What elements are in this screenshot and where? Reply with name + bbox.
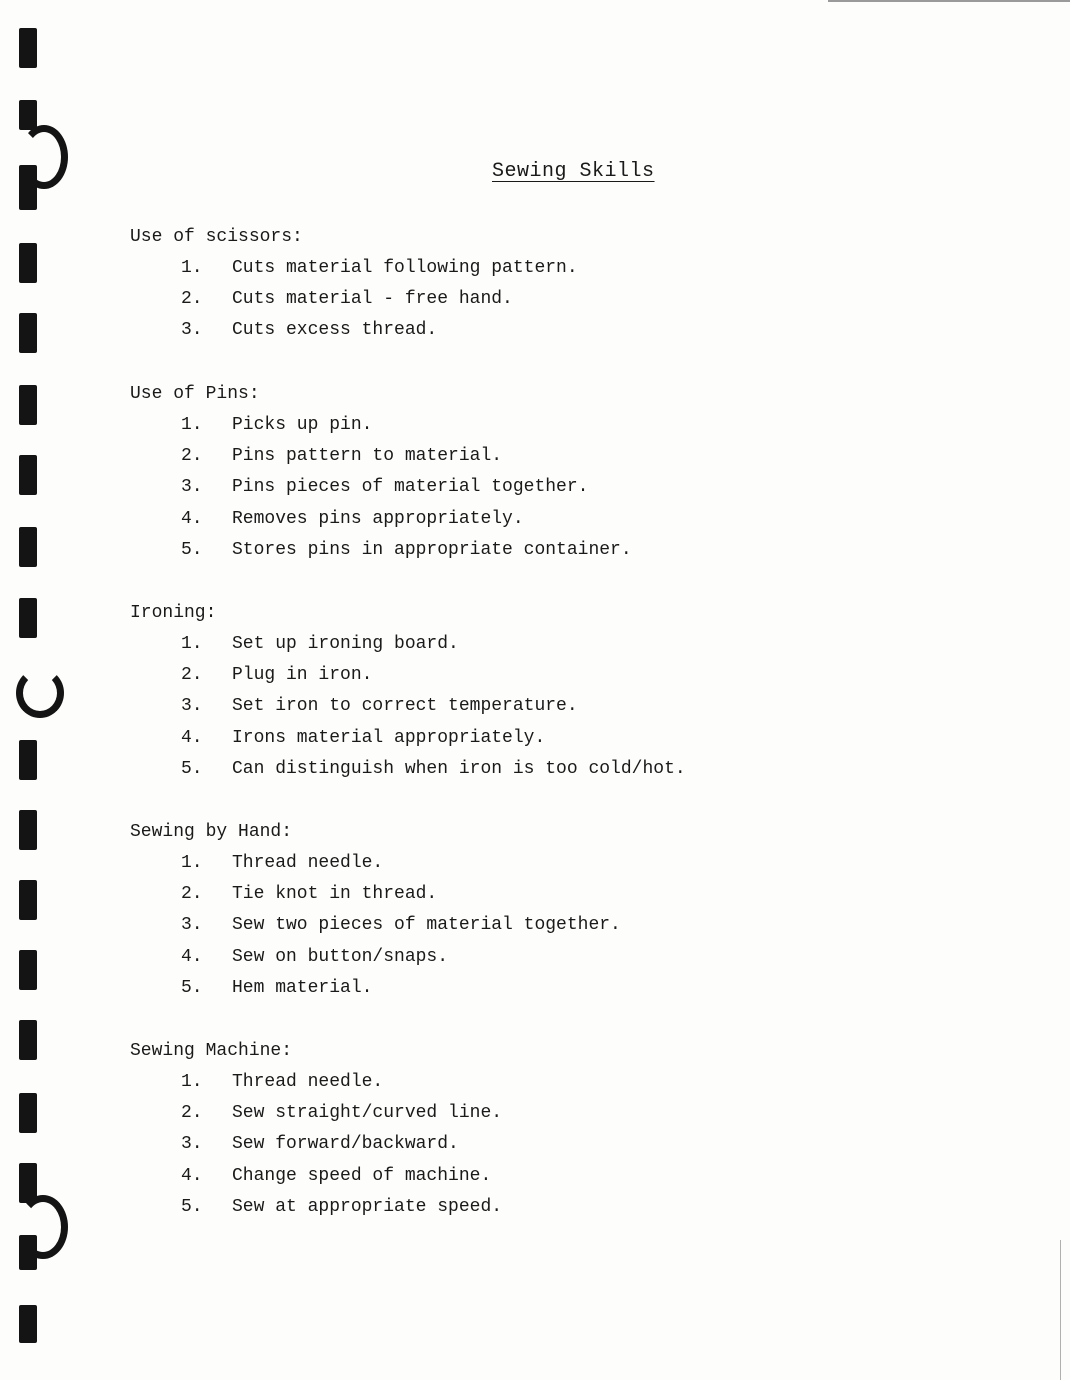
- item-text: Thread needle.: [232, 853, 384, 873]
- section-heading: Use of scissors:: [130, 227, 303, 247]
- binder-hole-mark: [19, 455, 37, 495]
- section-heading: Sewing Machine:: [130, 1041, 293, 1061]
- list-item: [130, 1192, 830, 1223]
- skill-list: [130, 253, 830, 347]
- list-item: [130, 973, 830, 1004]
- item-number: 5.: [181, 977, 203, 998]
- item-text: Cuts excess thread.: [232, 320, 438, 341]
- binder-hole-mark: [19, 313, 37, 353]
- skill-list: [130, 848, 830, 1004]
- item-number: 2.: [181, 289, 203, 310]
- item-text: Set up ironing board.: [232, 634, 459, 654]
- item-number: 3.: [181, 915, 203, 936]
- list-item: [130, 691, 830, 722]
- item-number: 3.: [181, 1134, 203, 1155]
- item-text: Sew straight/curved line.: [232, 1103, 503, 1124]
- item-number: 5.: [181, 1196, 203, 1217]
- list-item: [130, 1067, 830, 1098]
- item-number: 2.: [181, 665, 203, 686]
- section-ironing: [130, 598, 830, 785]
- binder-hole-mark: [19, 1235, 37, 1270]
- list-item: [130, 910, 830, 941]
- binder-hole-mark: [19, 1093, 37, 1133]
- binder-hole-mark: [19, 880, 37, 920]
- binder-hole-mark: [19, 28, 37, 68]
- item-text: Pins pieces of material together.: [232, 477, 589, 498]
- list-item: [130, 879, 830, 910]
- item-number: 3.: [181, 477, 203, 498]
- item-text: Stores pins in appropriate container.: [232, 539, 632, 560]
- list-item: [130, 629, 830, 660]
- list-item: [130, 253, 830, 284]
- skill-list: [130, 629, 830, 785]
- list-item: [130, 942, 830, 973]
- item-text: Irons material appropriately.: [232, 727, 546, 748]
- list-item: [130, 410, 830, 441]
- list-item: [130, 284, 830, 315]
- item-text: Sew forward/backward.: [232, 1134, 459, 1155]
- list-item: [130, 723, 830, 754]
- item-number: 3.: [181, 320, 203, 341]
- item-number: 1.: [181, 415, 203, 435]
- item-text: Hem material.: [232, 977, 373, 998]
- item-text: Picks up pin.: [232, 415, 373, 435]
- item-number: 2.: [181, 1103, 203, 1124]
- item-text: Thread needle.: [232, 1072, 384, 1092]
- item-number: 2.: [181, 884, 203, 905]
- section-use-of-scissors: [130, 222, 830, 347]
- binder-hole-mark: [19, 598, 37, 638]
- section-heading: Ironing:: [130, 603, 217, 623]
- list-item: [130, 660, 830, 691]
- item-number: 4.: [181, 508, 203, 529]
- section-sewing-by-hand: [130, 817, 830, 1004]
- section-sewing-machine: [130, 1036, 830, 1223]
- item-number: 2.: [181, 446, 203, 467]
- binder-hole-mark: [19, 243, 37, 283]
- section-heading: Sewing by Hand:: [130, 822, 293, 842]
- item-number: 4.: [181, 727, 203, 748]
- list-item: [130, 1161, 830, 1192]
- binder-hole-mark: [19, 810, 37, 850]
- skill-list: [130, 410, 830, 566]
- item-text: Sew two pieces of material together.: [232, 915, 621, 936]
- list-item: [130, 1098, 830, 1129]
- list-item: [130, 315, 830, 346]
- item-text: Plug in iron.: [232, 665, 373, 686]
- binder-ring-mark: [16, 668, 64, 718]
- list-item: [130, 754, 830, 785]
- list-item: [130, 535, 830, 566]
- binder-hole-mark: [19, 1305, 37, 1343]
- item-number: 1.: [181, 258, 203, 278]
- item-number: 5.: [181, 539, 203, 560]
- item-text: Removes pins appropriately.: [232, 508, 524, 529]
- item-number: 4.: [181, 1165, 203, 1186]
- binder-hole-mark: [19, 740, 37, 780]
- binder-hole-mark: [19, 1020, 37, 1060]
- binder-hole-mark: [19, 165, 37, 210]
- item-text: Tie knot in thread.: [232, 884, 438, 905]
- item-text: Pins pattern to material.: [232, 446, 503, 467]
- binder-hole-mark: [19, 100, 37, 130]
- binder-hole-mark: [19, 950, 37, 990]
- item-text: Can distinguish when iron is too cold/hot.: [232, 758, 686, 779]
- scan-edge-line: [1060, 1240, 1061, 1380]
- list-item: [130, 472, 830, 503]
- item-text: Set iron to correct temperature.: [232, 696, 578, 717]
- list-item: [130, 441, 830, 472]
- binder-hole-mark: [19, 527, 37, 567]
- section-use-of-pins: [130, 379, 830, 566]
- item-text: Sew at appropriate speed.: [232, 1196, 503, 1217]
- section-heading: Use of Pins:: [130, 384, 260, 404]
- item-text: Cuts material - free hand.: [232, 289, 513, 310]
- item-number: 4.: [181, 946, 203, 967]
- item-text: Change speed of machine.: [232, 1165, 492, 1186]
- item-text: Sew on button/snaps.: [232, 946, 449, 967]
- item-number: 5.: [181, 758, 203, 779]
- list-item: [130, 848, 830, 879]
- item-number: 1.: [181, 853, 203, 873]
- list-item: [130, 1129, 830, 1160]
- item-number: 1.: [181, 634, 203, 654]
- list-item: [130, 504, 830, 535]
- binder-hole-mark: [19, 385, 37, 425]
- item-number: 3.: [181, 696, 203, 717]
- document-title: Sewing Skills: [492, 160, 655, 183]
- item-number: 1.: [181, 1072, 203, 1092]
- scan-edge-line: [828, 0, 1070, 2]
- item-text: Cuts material following pattern.: [232, 258, 578, 278]
- skill-list: [130, 1067, 830, 1223]
